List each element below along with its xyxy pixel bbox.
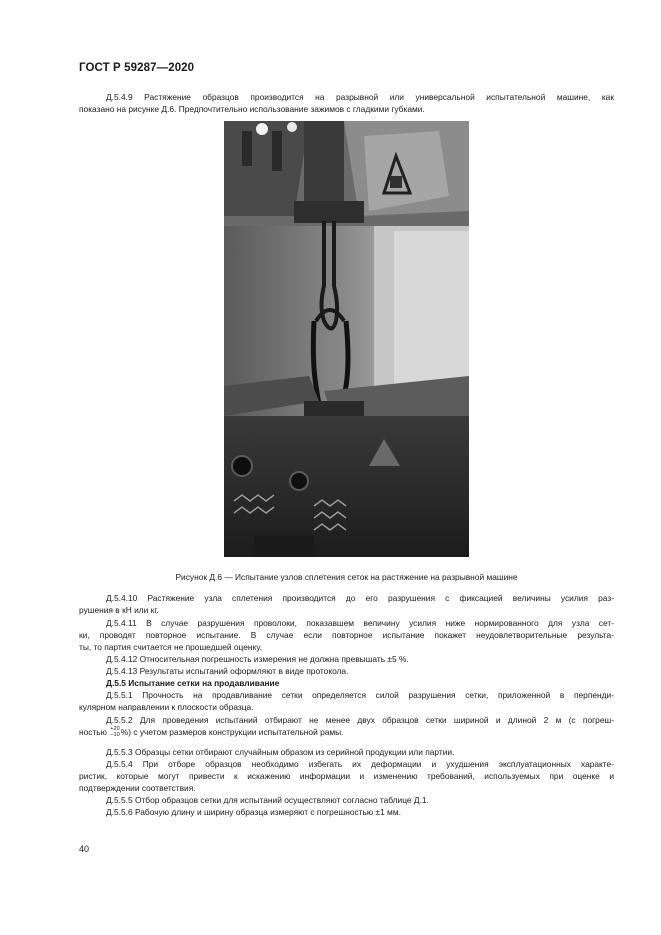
paragraph-d552-line2: ностью +20 −10 %) с учетом размеров конструкции испытательной рамы. — [79, 726, 344, 738]
paragraph-d5411-line1: Д.5.4.11 В случае разрушения проволоки, показавшем величину усилия ниже нормированного для узла сет- — [106, 618, 614, 628]
tolerance-fraction: +20 −10 — [110, 726, 120, 738]
paragraph-d5411-line2: ки, проводят повторное испытание. В случае если повторное испытание покажет неудовлетворительные результа- — [79, 630, 614, 640]
paragraph-d551-line1: Д.5.5.1 Прочность на продавливание сетки определяется силой разрушения сетки, приложенной в перпенди- — [106, 690, 614, 700]
paragraph-d555: Д.5.5.5 Отбор образцов сетки для испытаний осуществляют согласно таблице Д.1. — [106, 795, 429, 805]
figure-d6-photo — [224, 121, 469, 557]
paragraph-d5410-line1: Д.5.4.10 Растяжение узла сплетения производится до его разрушения с фиксацией величины усилия раз- — [106, 593, 614, 603]
figure-d6-caption: Рисунок Д.6 — Испытание узлов сплетения сеток на растяжение на разрывной машине — [175, 572, 518, 582]
page-number: 40 — [79, 844, 90, 854]
paragraph-d5410-line2: рушения в кН или кг. — [79, 605, 159, 615]
paragraph-d554-line3: подтверждении соответствия. — [79, 783, 196, 793]
paragraph-d554-line1: Д.5.5.4 При отборе образцов необходимо избегать их деформации и ухудшения эксплуатационных характе- — [106, 759, 614, 769]
paragraph-d556: Д.5.5.6 Рабочую длину и ширину образца измеряют с погрешностью ±1 мм. — [106, 807, 401, 817]
paragraph-d549-line2: показано на рисунке Д.6. Предпочтительно использование зажимов с гладкими губками. — [79, 104, 425, 114]
paragraph-d5412: Д.5.4.12 Относительная погрешность измерения не должна превышать ±5 %. — [106, 654, 409, 664]
paragraph-d553: Д.5.5.3 Образцы сетки отбирают случайным образом из серийной продукции или партии. — [106, 747, 455, 757]
paragraph-d554-line2: ристик, которые могут привести к искажению информации и изменению требований, используемых при оценке и — [79, 771, 614, 781]
paragraph-d552-line1: Д.5.5.2 Для проведения испытаний отбирают не менее двух образцов сетки шириной и длиной 2 м (с погреш- — [106, 715, 614, 725]
paragraph-d5411-line3: ты, то партия считается не прошедшей оценку. — [79, 642, 262, 652]
paragraph-d551-line2: кулярном направлении к плоскости образца. — [79, 702, 254, 712]
paragraph-d5413: Д.5.4.13 Результаты испытаний оформляют в виде протокола. — [106, 666, 349, 676]
section-heading-d55: Д.5.5 Испытание сетки на продавливание — [106, 678, 280, 688]
paragraph-d549-line1: Д.5.4.9 Растяжение образцов производится на разрывной или универсальной испытательной машине, как — [106, 92, 614, 102]
tensile-test-photo — [224, 121, 469, 557]
document-code-header: ГОСТ Р 59287—2020 — [79, 62, 195, 74]
